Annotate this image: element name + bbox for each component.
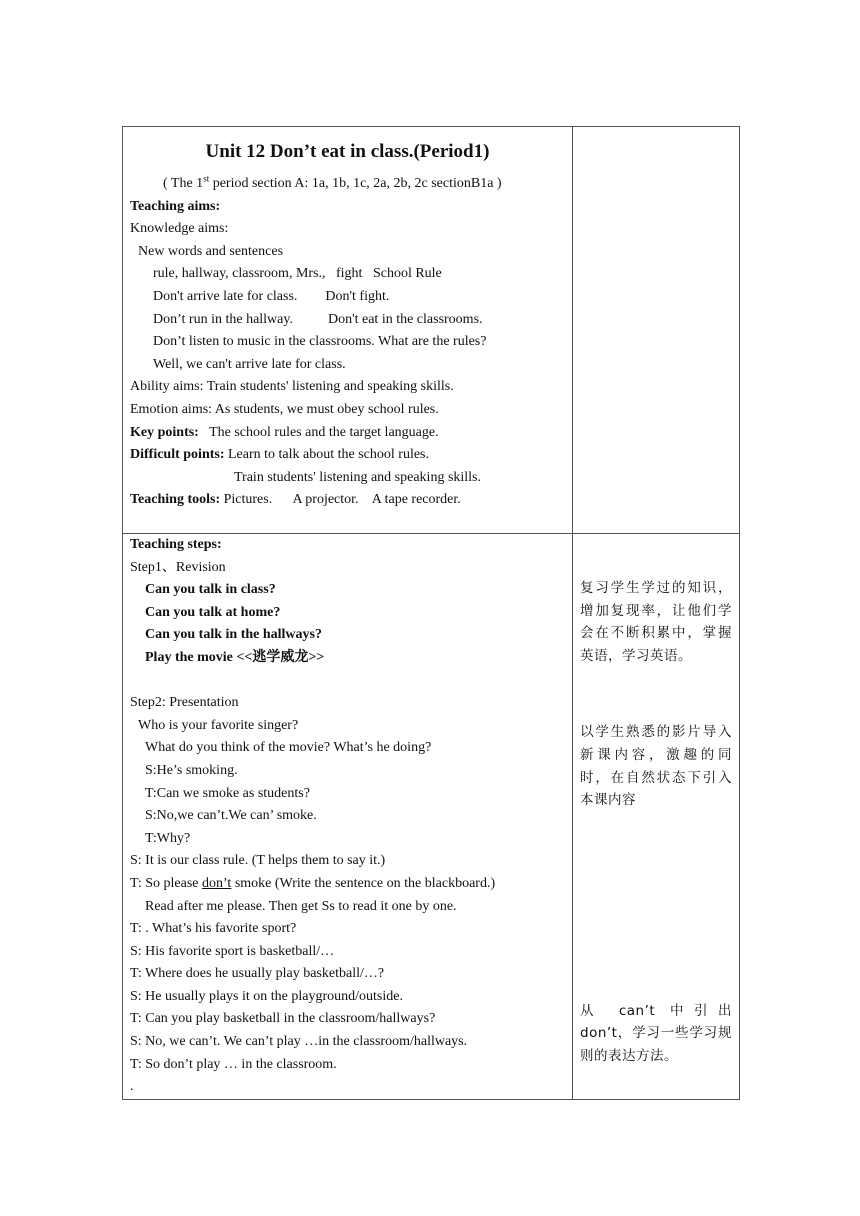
emotion-aims: Emotion aims: As students, we must obey school rules. bbox=[130, 401, 439, 417]
dialogue-line: T:Can we smoke as students? bbox=[145, 785, 310, 801]
steps-notes-cell bbox=[573, 534, 740, 1100]
dialogue-line: S: It is our class rule. (T helps them to say it.) bbox=[130, 853, 386, 869]
key-points bbox=[130, 422, 572, 445]
period-subtitle bbox=[130, 173, 572, 196]
teaching-aims-label: Teaching aims: bbox=[130, 198, 221, 214]
sentence-line: Don’t run in the hallway. Don't eat in the classrooms. bbox=[153, 311, 483, 327]
teaching-steps-label: Teaching steps: bbox=[130, 537, 222, 552]
dialogue-line bbox=[130, 873, 572, 896]
teaching-tools bbox=[130, 489, 572, 512]
dialogue-line: T: So don’t play … in the classroom. bbox=[130, 1056, 337, 1072]
key-points-label: Key points: bbox=[130, 424, 199, 440]
dialogue-line: T: Where does he usually play basketball/…? bbox=[130, 966, 385, 982]
dialogue-line: Who is your favorite singer? bbox=[138, 717, 299, 733]
note-dont: 从 can’t 中引出 don’t，学习一些学习规则的表达方法。 bbox=[580, 1002, 732, 1064]
underlined-dont: don’t bbox=[202, 875, 232, 891]
new-words-heading: New words and sentences bbox=[138, 243, 284, 259]
difficult-points-text-2: Train students' listening and speaking skills. bbox=[234, 469, 482, 485]
ability-aims: Ability aims: Train students' listening and speaking skills. bbox=[130, 379, 454, 395]
revision-question: Can you talk in the hallways? bbox=[145, 627, 322, 643]
dialogue-line: S: He usually plays it on the playground/outside. bbox=[130, 988, 403, 1004]
dialogue-line: S: No, we can’t. We can’t play …in the classroom/hallways. bbox=[130, 1034, 468, 1050]
subtitle-pre: ( The 1 bbox=[163, 176, 204, 191]
vocab-line: rule, hallway, classroom, Mrs., fight School Rule bbox=[153, 266, 442, 282]
aims-notes-cell bbox=[573, 127, 740, 534]
page-title: Unit 12 Don’t eat in class.(Period1) bbox=[205, 141, 490, 162]
blank-line bbox=[130, 670, 572, 693]
note-revision: 复习学生学过的知识，增加复现率，让他们学会在不断积累中，掌握英语，学习英语。 bbox=[580, 580, 732, 664]
play-movie-line: Play the movie <<逃学威龙>> bbox=[145, 649, 325, 665]
subtitle-sup: st bbox=[203, 173, 210, 184]
step1-heading: Step1、Revision bbox=[130, 559, 226, 575]
steps-row bbox=[123, 534, 740, 1100]
sentence-line: Don't arrive late for class. Don't fight. bbox=[153, 288, 390, 304]
difficult-points-text: Learn to talk about the school rules. bbox=[224, 447, 429, 463]
key-points-text: The school rules and the target language. bbox=[198, 424, 439, 440]
aims-cell bbox=[123, 127, 573, 534]
subtitle-post: period section A: 1a, 1b, 1c, 2a, 2b, 2c sectionB1a ) bbox=[209, 176, 502, 191]
dialogue-line: T:Why? bbox=[145, 830, 191, 846]
dialogue-line: S: His favorite sport is basketball/… bbox=[130, 943, 335, 959]
revision-question: Can you talk in class? bbox=[145, 582, 276, 598]
knowledge-aims: Knowledge aims: bbox=[130, 221, 229, 237]
aims-row bbox=[123, 127, 740, 534]
dialogue-line: T: . What’s his favorite sport? bbox=[130, 921, 297, 937]
lesson-plan-table bbox=[122, 126, 740, 1100]
steps-cell bbox=[123, 534, 573, 1100]
note-presentation: 以学生熟悉的影片导入新课内容，激趣的同时，在自然状态下引入本课内容 bbox=[580, 724, 732, 809]
dialogue-line: . bbox=[130, 1079, 134, 1095]
dialogue-post: smoke (Write the sentence on the blackboard.) bbox=[231, 875, 496, 891]
dialogue-line: S:He’s smoking. bbox=[145, 762, 238, 778]
dialogue-pre: T: So please bbox=[130, 875, 203, 891]
teaching-tools-text: Pictures. A projector. A tape recorder. bbox=[220, 492, 461, 508]
revision-question: Can you talk at home? bbox=[145, 604, 281, 620]
difficult-points-label: Difficult points: bbox=[130, 447, 225, 463]
step2-heading: Step2: Presentation bbox=[130, 695, 239, 711]
sentence-line: Don’t listen to music in the classrooms. What are the rules? bbox=[153, 334, 487, 350]
dialogue-line: T: Can you play basketball in the classroom/hallways? bbox=[130, 1011, 436, 1027]
dialogue-line: Read after me please. Then get Ss to read it one by one. bbox=[145, 898, 457, 914]
dialogue-line: What do you think of the movie? What’s he doing? bbox=[145, 740, 432, 756]
dialogue-line: S:No,we can’t.We can’ smoke. bbox=[145, 808, 317, 824]
teaching-tools-label: Teaching tools: bbox=[130, 492, 221, 508]
sentence-line: Well, we can't arrive late for class. bbox=[153, 356, 346, 372]
difficult-points bbox=[130, 444, 572, 467]
